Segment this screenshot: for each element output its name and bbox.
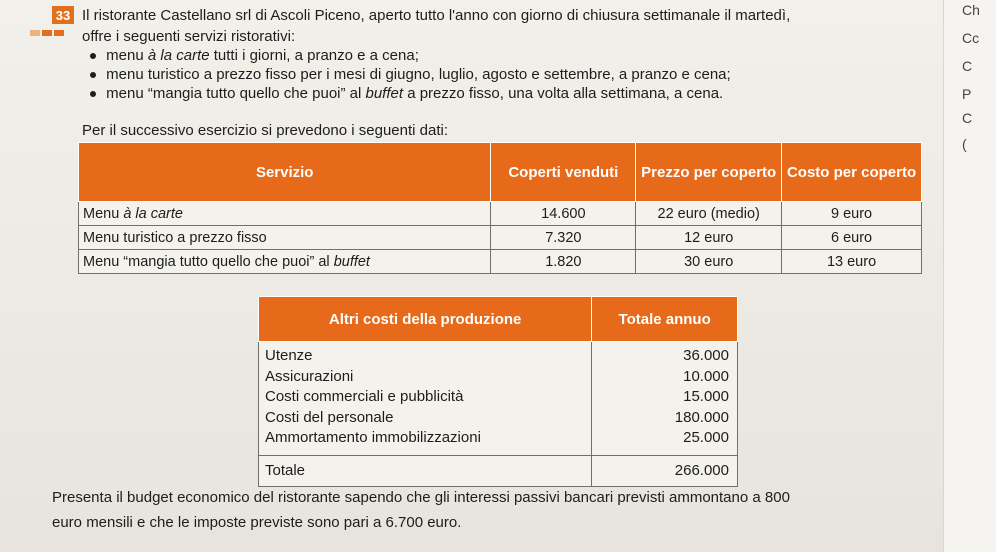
bullet-item-2: menu turistico a prezzo fisso per i mesi di giugno, luglio, agosto e settembre, a pranzo e cena; (90, 66, 731, 83)
cost-value: 36.000 (683, 347, 729, 364)
header-altri-costi: Altri costi della produzione (259, 297, 592, 342)
edge-letter: C (962, 58, 973, 74)
service-name: Menu turistico a prezzo fisso (79, 226, 491, 250)
service-name: Menu “mangia tutto quello che puoi” al buffet (79, 250, 491, 274)
total-value: 266.000 (592, 455, 738, 486)
edge-letter: P (962, 86, 972, 102)
cost-value: 25.000 (683, 429, 729, 446)
services-table (78, 142, 922, 274)
edge-letter: C (962, 110, 973, 126)
cost-label: Utenze (265, 347, 313, 364)
coperti-value: 7.320 (491, 226, 636, 250)
prezzo-value: 22 euro (medio) (636, 202, 782, 226)
bullet-item-1: menu à la carte tutti i giorni, a pranzo e a cena; (90, 47, 419, 64)
edge-letter: Ch (962, 2, 980, 18)
intro-line-2: offre i seguenti servizi ristorativi: (82, 28, 296, 45)
cost-value: 10.000 (683, 367, 729, 385)
coperti-value: 14.600 (491, 202, 636, 226)
edge-letter: ( (962, 136, 967, 152)
table-row (79, 250, 922, 274)
prezzo-value: 12 euro (636, 226, 782, 250)
header-prezzo: Prezzo per coperto (636, 143, 782, 202)
coperti-value: 1.820 (491, 250, 636, 274)
total-label: Totale (259, 455, 592, 486)
bullet-item-3: menu “mangia tutto quello che puoi” al buffet a prezzo fisso, una volta alla settimana, a cena. (90, 85, 723, 102)
task-line-2: euro mensili e che le imposte previste sono pari a 6.700 euro. (52, 514, 462, 531)
costs-total-row (259, 455, 738, 486)
cost-value: 180.000 (674, 408, 729, 426)
table-row (79, 202, 922, 226)
header-servizio: Servizio (79, 143, 491, 202)
exercise-number-badge: 33 (52, 6, 74, 24)
table-row (79, 226, 922, 250)
intro-line-1: Il ristorante Castellano srl di Ascoli Piceno, aperto tutto l'anno con giorno di chiusura settimanale il martedì, (82, 7, 791, 24)
costo-value: 6 euro (782, 226, 922, 250)
services-header-row (79, 143, 922, 202)
data-intro: Per il successivo esercizio si prevedono i seguenti dati: (82, 122, 449, 139)
costo-value: 13 euro (782, 250, 922, 274)
task-line-1: Presenta il budget economico del ristorante sapendo che gli interessi passivi bancari previsti ammontano a 800 (52, 489, 790, 506)
cost-label: Assicurazioni (265, 367, 354, 385)
costs-items-row (259, 342, 738, 456)
cost-values (592, 342, 738, 456)
costo-value: 9 euro (782, 202, 922, 226)
header-costo: Costo per coperto (782, 143, 922, 202)
cost-label: Costi del personale (265, 408, 394, 426)
cost-label: Ammortamento immobilizzazioni (265, 429, 481, 446)
header-totale-annuo: Totale annuo (592, 297, 738, 342)
prezzo-value: 30 euro (636, 250, 782, 274)
cost-label: Costi commerciali e pubblicità (265, 388, 464, 405)
header-coperti: Coperti venduti (491, 143, 636, 202)
difficulty-indicator (30, 30, 64, 36)
cost-labels (259, 342, 592, 456)
edge-letter: Cc (962, 30, 980, 46)
cost-value: 15.000 (683, 388, 729, 405)
costs-header-row (259, 297, 738, 342)
service-name: Menu à la carte (79, 202, 491, 226)
production-costs-table (258, 296, 738, 487)
adjacent-page-edge (943, 0, 996, 552)
